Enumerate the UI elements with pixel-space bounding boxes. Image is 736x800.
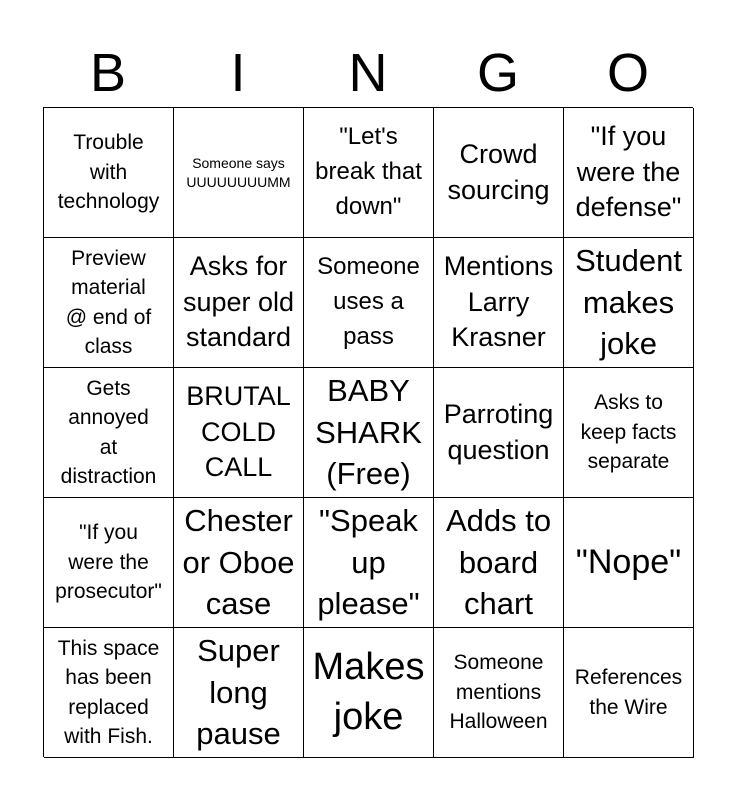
bingo-cell[interactable]: Asks to keep facts separate: [564, 368, 694, 498]
bingo-cell[interactable]: Someone uses a pass: [304, 238, 434, 368]
bingo-cell[interactable]: BRUTAL COLD CALL: [174, 368, 304, 498]
bingo-cell[interactable]: "Speak up please": [304, 498, 434, 628]
bingo-cell[interactable]: Mentions Larry Krasner: [434, 238, 564, 368]
bingo-cell[interactable]: This space has been replaced with Fish.: [44, 628, 174, 758]
bingo-cell[interactable]: "Let's break that down": [304, 108, 434, 238]
bingo-cell[interactable]: "Nope": [564, 498, 694, 628]
bingo-cell[interactable]: Asks for super old standard: [174, 238, 304, 368]
bingo-header: [43, 40, 693, 106]
header-letter-g: G: [476, 43, 519, 103]
bingo-cell[interactable]: "If you were the prosecutor": [44, 498, 174, 628]
header-letter-n: N: [348, 43, 388, 103]
bingo-cell[interactable]: Preview material @ end of class: [44, 238, 174, 368]
bingo-cell[interactable]: Trouble with technology: [44, 108, 174, 238]
bingo-cell[interactable]: Someone says UUUUUUUUMM: [174, 108, 304, 238]
bingo-cell[interactable]: Gets annoyed at distraction: [44, 368, 174, 498]
bingo-cell[interactable]: References the Wire: [564, 628, 694, 758]
bingo-cell[interactable]: Someone mentions Halloween: [434, 628, 564, 758]
bingo-cell[interactable]: Makes joke: [304, 628, 434, 758]
bingo-cell[interactable]: Super long pause: [174, 628, 304, 758]
bingo-cell[interactable]: Crowd sourcing: [434, 108, 564, 238]
bingo-cell[interactable]: Chester or Oboe case: [174, 498, 304, 628]
header-letter-i: I: [230, 43, 246, 103]
bingo-cell[interactable]: Student makes joke: [564, 238, 694, 368]
bingo-cell[interactable]: Adds to board chart: [434, 498, 564, 628]
bingo-board: [43, 107, 693, 757]
header-letter-b: B: [89, 43, 127, 103]
header-letter-o: O: [606, 43, 649, 103]
bingo-cell[interactable]: "If you were the defense": [564, 108, 694, 238]
bingo-cell[interactable]: BABY SHARK (Free): [304, 368, 434, 498]
bingo-cell free-space[interactable]: Parroting question: [434, 368, 564, 498]
